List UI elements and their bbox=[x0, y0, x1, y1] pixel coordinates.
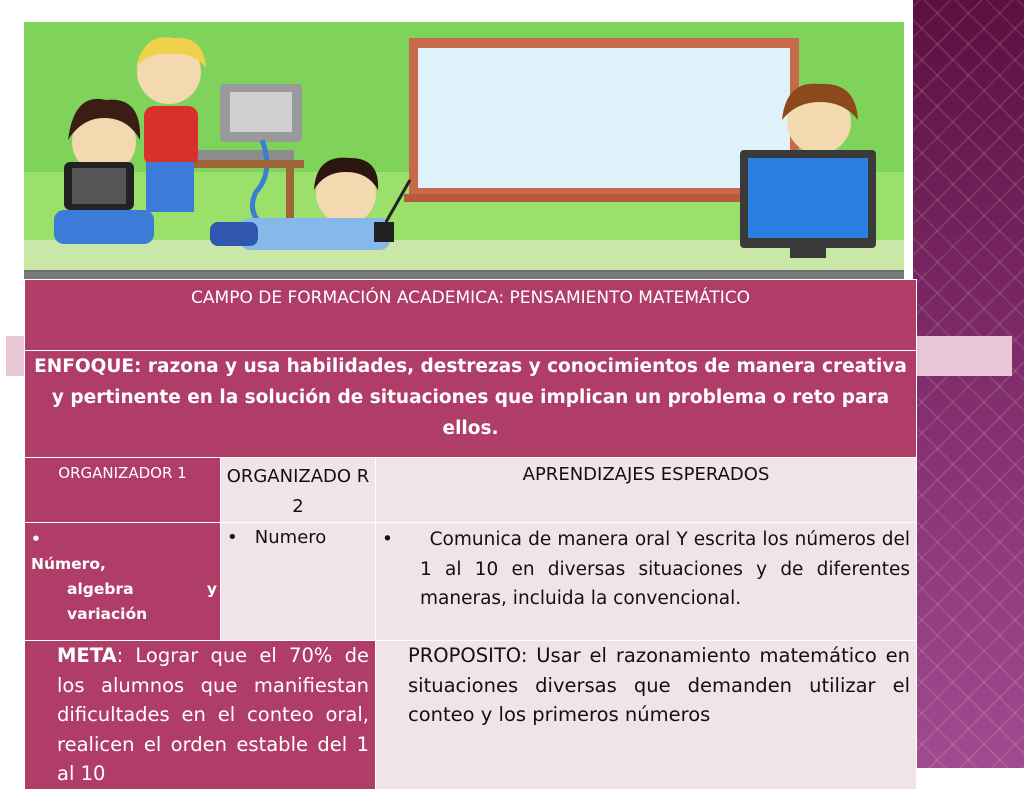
organizador-1-header bbox=[25, 458, 221, 523]
org1-line-3: variación bbox=[67, 605, 148, 623]
enfoque-cell bbox=[25, 351, 917, 458]
aprendizajes-text: Comunica de manera oral Y escrita los números del 1 al 10 en diversas situaciones y de diferentes maneras, incluida la convencional. bbox=[420, 529, 911, 609]
organizador-1-label: ORGANIZADOR 1 bbox=[58, 464, 187, 482]
campo-formacion-text: CAMPO DE FORMACIÓN ACADEMICA: PENSAMIENTO MATEMÁTICO bbox=[191, 288, 750, 308]
aprendizajes-label: APRENDIZAJES ESPERADOS bbox=[522, 464, 770, 485]
bullet-icon: • bbox=[227, 527, 238, 548]
proposito-cell bbox=[376, 641, 917, 790]
enfoque-label: ENFOQUE bbox=[34, 356, 135, 377]
decorative-side-pattern bbox=[913, 0, 1024, 768]
proposito-label: PROPOSITO bbox=[408, 644, 521, 667]
org2-text: Numero bbox=[254, 527, 327, 548]
bullet-icon: • bbox=[31, 530, 41, 548]
meta-label: META bbox=[57, 644, 117, 667]
organizador-1-cell bbox=[25, 523, 221, 641]
org1-line-2b: y bbox=[206, 580, 217, 598]
proposito-text: : Usar el razonamiento matemático en situaciones diversas que demanden utilizar el conteo y los primeros números bbox=[408, 644, 911, 726]
campo-formacion-header bbox=[25, 280, 917, 351]
meta-cell bbox=[25, 641, 376, 790]
org1-line-2a: algebra bbox=[67, 580, 134, 598]
organizador-2-label: ORGANIZADO R 2 bbox=[226, 466, 370, 517]
aprendizajes-header bbox=[376, 458, 917, 523]
enfoque-text: : razona y usa habilidades, destrezas y conocimientos de manera creativa y pertinente en la solución de situaciones que implican un problema o reto para ellos. bbox=[51, 356, 907, 439]
aprendizajes-cell bbox=[376, 523, 917, 641]
organizador-2-header bbox=[221, 458, 376, 523]
bullet-icon: • bbox=[382, 529, 393, 550]
organizador-2-cell bbox=[221, 523, 376, 641]
meta-text: : Lograr que el 70% de los alumnos que manifiestan dificultades en el conteo oral, realicen el orden estable del 1 al 10 bbox=[57, 644, 369, 785]
classroom-illustration bbox=[24, 22, 904, 284]
org1-line-1: Número, bbox=[31, 555, 106, 573]
planning-table bbox=[24, 279, 917, 790]
